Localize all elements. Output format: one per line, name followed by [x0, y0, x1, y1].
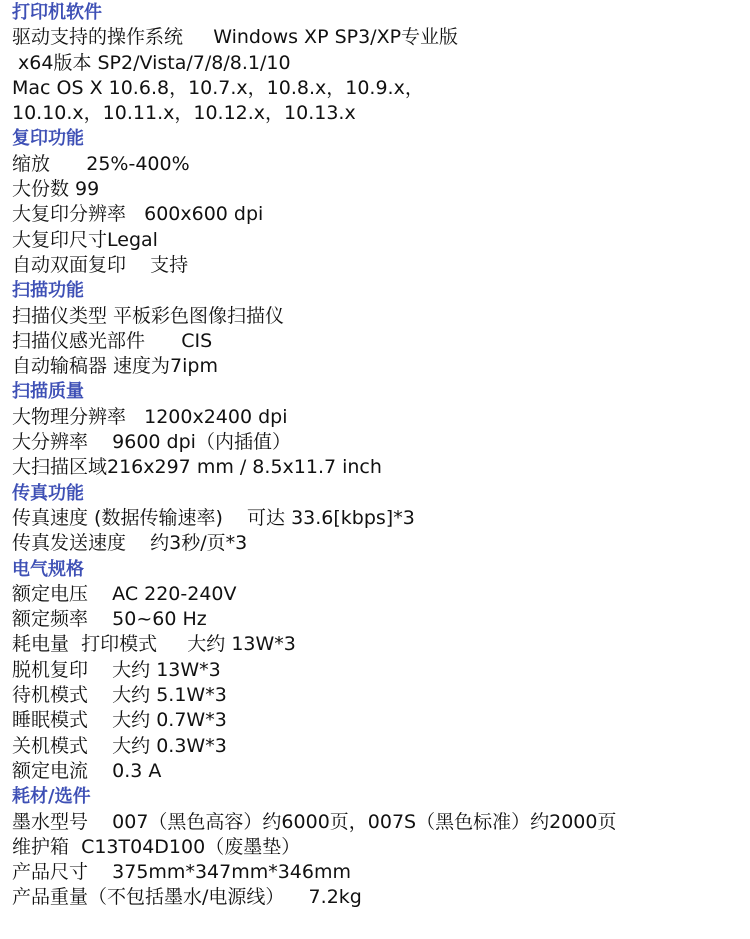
- spec-row-os-x64: x64版本 SP2/Vista/7/8/8.1/10: [12, 51, 291, 74]
- spec-row-copy-size: 大复印尺寸Legal: [12, 228, 158, 251]
- spec-row-fax-speed: 传真速度 (数据传输速率) 可达 33.6[kbps]*3: [12, 506, 415, 529]
- spec-row-duplex-copy: 自动双面复印 支持: [12, 253, 189, 276]
- spec-row-power-offline-copy: 脱机复印 大约 13W*3: [12, 658, 221, 681]
- spec-row-adf-speed: 自动输稿器 速度为7ipm: [12, 355, 218, 378]
- spec-row-os-support: 驱动支持的操作系统 Windows XP SP3/XP专业版: [12, 26, 459, 49]
- spec-row-power-off: 关机模式 大约 0.3W*3: [12, 734, 227, 757]
- spec-row-power-standby: 待机模式 大约 5.1W*3: [12, 684, 227, 707]
- spec-row-scanner-type: 扫描仪类型 平板彩色图像扫描仪: [12, 304, 285, 327]
- section-heading-supplies: 耗材/选件: [12, 786, 91, 808]
- spec-row-optical-resolution: 大物理分辨率 1200x2400 dpi: [12, 405, 288, 428]
- spec-row-rated-current: 额定电流 0.3 A: [12, 759, 162, 782]
- spec-row-scan-area: 大扫描区域216x297 mm / 8.5x11.7 inch: [12, 456, 382, 479]
- section-heading-fax: 传真功能: [12, 482, 84, 504]
- section-heading-scan: 扫描功能: [12, 280, 84, 302]
- section-heading-scan-quality: 扫描质量: [12, 381, 84, 403]
- section-heading-electrical: 电气规格: [12, 558, 84, 580]
- spec-row-ink-model: 墨水型号 007（黑色高容）约6000页，007S（黑色标准）约2000页: [12, 810, 617, 833]
- spec-row-fax-send-speed: 传真发送速度 约3秒/页*3: [12, 532, 248, 555]
- spec-row-zoom: 缩放 25%-400%: [12, 152, 190, 175]
- section-heading-copy: 复印功能: [12, 128, 84, 150]
- spec-row-power-sleep: 睡眠模式 大约 0.7W*3: [12, 709, 227, 732]
- spec-row-product-size: 产品尺寸 375mm*347mm*346mm: [12, 861, 352, 884]
- spec-row-max-copies: 大份数 99: [12, 178, 100, 201]
- spec-row-maintenance-box: 维护箱 C13T04D100（废墨垫）: [12, 835, 301, 858]
- spec-row-interpolated-resolution: 大分辨率 9600 dpi（内插值）: [12, 431, 291, 454]
- spec-document: [12, 0, 742, 911]
- section-heading-printer-software: 打印机软件: [12, 2, 102, 23]
- spec-row-mac-os: Mac OS X 10.6.8，10.7.x，10.8.x，10.9.x，: [12, 76, 424, 99]
- spec-row-rated-voltage: 额定电压 AC 220-240V: [12, 582, 237, 605]
- spec-row-power-print: 耗电量 打印模式 大约 13W*3: [12, 633, 296, 656]
- spec-row-rated-frequency: 额定频率 50~60 Hz: [12, 608, 207, 631]
- spec-row-scanner-sensor: 扫描仪感光部件 CIS: [12, 329, 213, 352]
- spec-row-product-weight: 产品重量（不包括墨水/电源线） 7.2kg: [12, 886, 362, 909]
- spec-row-copy-resolution: 大复印分辨率 600x600 dpi: [12, 203, 264, 226]
- spec-row-mac-os-cont: 10.10.x，10.11.x，10.12.x，10.13.x: [12, 102, 356, 125]
